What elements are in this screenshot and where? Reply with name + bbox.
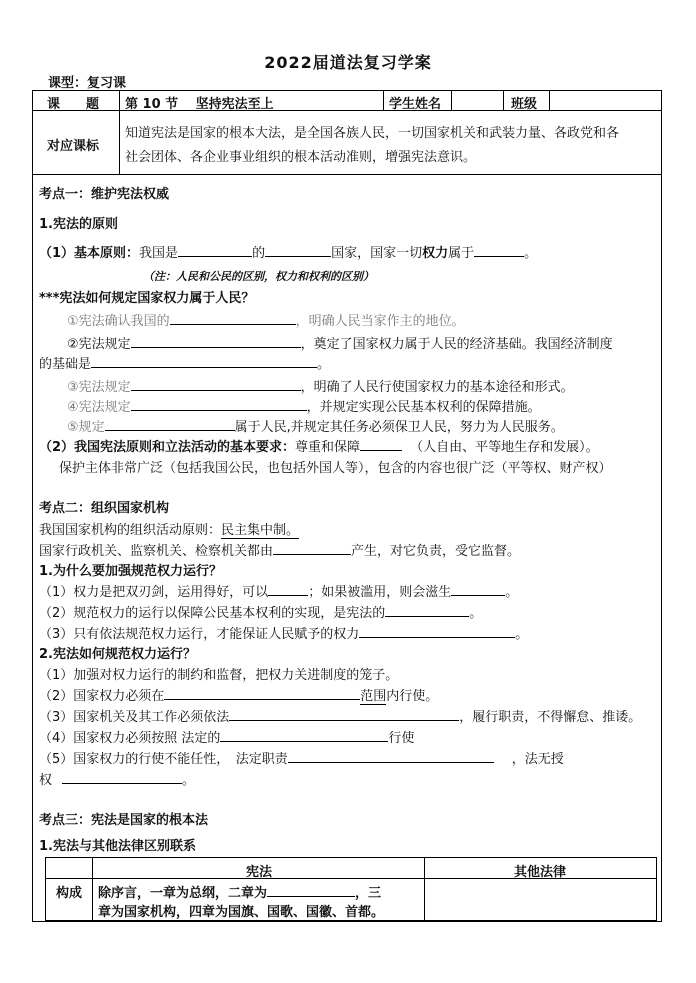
protection-line: 保护主体非常广泛（包括我国公民，也包括外国人等），包含的内容也很广泛（平等权、财产权） — [59, 461, 612, 476]
method-5-cont: 权 。 — [39, 769, 655, 788]
section-2-sub-2: 2.宪法如何规范权力运行？ — [39, 647, 196, 662]
reason-1: （1）权力是把双刃剑，运用得好，可以 ；如果被滥用，则会滋生 。 — [39, 581, 655, 600]
item-2: ②宪法规定 ，奠定了国家权力属于人民的经济基础。我国经济制度 — [67, 333, 655, 352]
table-row-label: 构成 — [56, 886, 83, 901]
section-3-heading: 考点三：宪法是国家的根本法 — [39, 813, 209, 828]
topic-value: 第 10 节 坚持宪法至上 — [125, 97, 274, 112]
principle-line: （1）基本原则：我国是 的 国家，国家一切权力属于 。 — [39, 242, 655, 261]
page-title: 2022届道法复习学案 — [264, 53, 432, 72]
topic-label: 课 题 — [47, 97, 100, 112]
method-5: （5）国家权力的行使不能任性， 法定职责 ，法无授 — [39, 748, 655, 767]
item-5: ⑤规定 属于人民,并规定其任务必须保卫人民，努力为人民服务。 — [67, 416, 655, 435]
method-2: （2）国家权力必须在 范围内行使。 — [39, 685, 655, 704]
table-row-text-2: 章为国家机构，四章为国旗、国歌、国徽、首都。 — [98, 905, 385, 920]
reason-2: （2）规范权力的运行以保障公民基本权利的实现，是宪法的 。 — [39, 602, 655, 621]
standard-line-1: 知道宪法是国家的根本大法，是全国各族人民，一切国家机关和武装力量、各政党和各 — [125, 126, 620, 141]
reason-3: （3）只有依法规范权力运行，才能保证人民赋予的权力 。 — [39, 623, 655, 642]
standard-row — [33, 110, 661, 175]
table-header-constitution: 宪法 — [246, 865, 273, 880]
note-line: （注：人民和公民的区别，权力和权利的区别） — [143, 270, 374, 283]
method-4: （4）国家权力必须按照 法定的 行使 — [39, 727, 655, 746]
section-2-heading: 考点二：组织国家机构 — [39, 501, 170, 516]
course-type: 课型：复习课 — [48, 76, 127, 91]
table-header-other-laws: 其他法律 — [514, 865, 567, 880]
method-3: （3）国家机关及其工作必须依法 ，履行职责，不得懈怠、推诿。 — [39, 706, 655, 725]
org-principle-line: 我国国家机构的组织活动原则：民主集中制。 — [39, 523, 300, 538]
worksheet-frame — [32, 90, 662, 922]
standard-label: 对应课标 — [47, 139, 100, 154]
requirement-line: （2）我国宪法原则和立法活动的基本要求：尊重和保障 （人自由、平等地生存和发展）。 — [39, 436, 655, 455]
section-1-heading: 考点一：维护宪法权威 — [39, 187, 170, 202]
comparison-table — [45, 857, 657, 921]
method-1: （1）加强对权力运行的制约和监督，把权力关进制度的笼子。 — [39, 668, 399, 683]
class-label: 班级 — [511, 97, 538, 112]
student-name-label: 学生姓名 — [389, 97, 442, 112]
item-2-cont: 的基础是 。 — [39, 353, 655, 372]
section-3-sub-1: 1.宪法与其他法律区别联系 — [39, 839, 196, 854]
question-line: ***宪法如何规定国家权力属于人民？ — [39, 291, 255, 306]
item-4: ④宪法规定 ，并规定实现公民基本权利的保障措施。 — [67, 396, 655, 415]
standard-line-2: 社会团体、各企业事业组织的根本活动准则，增强宪法意识。 — [125, 150, 477, 165]
org-organs-line: 国家行政机关、监察机关、检察机关都由 产生，对它负责，受它监督。 — [39, 540, 655, 559]
item-3: ③宪法规定 ，明确了人民行使国家权力的基本途径和形式。 — [67, 376, 655, 395]
table-row-text-1: 除序言，一章为总纲，二章为 ，三 — [98, 882, 381, 901]
section-2-sub-1: 1.为什么要加强规范权力运行？ — [39, 564, 222, 579]
item-1: ①宪法确认我国的 ，明确人民当家作主的地位。 — [67, 310, 655, 329]
section-1-sub-1: 1.宪法的原则 — [39, 217, 118, 232]
